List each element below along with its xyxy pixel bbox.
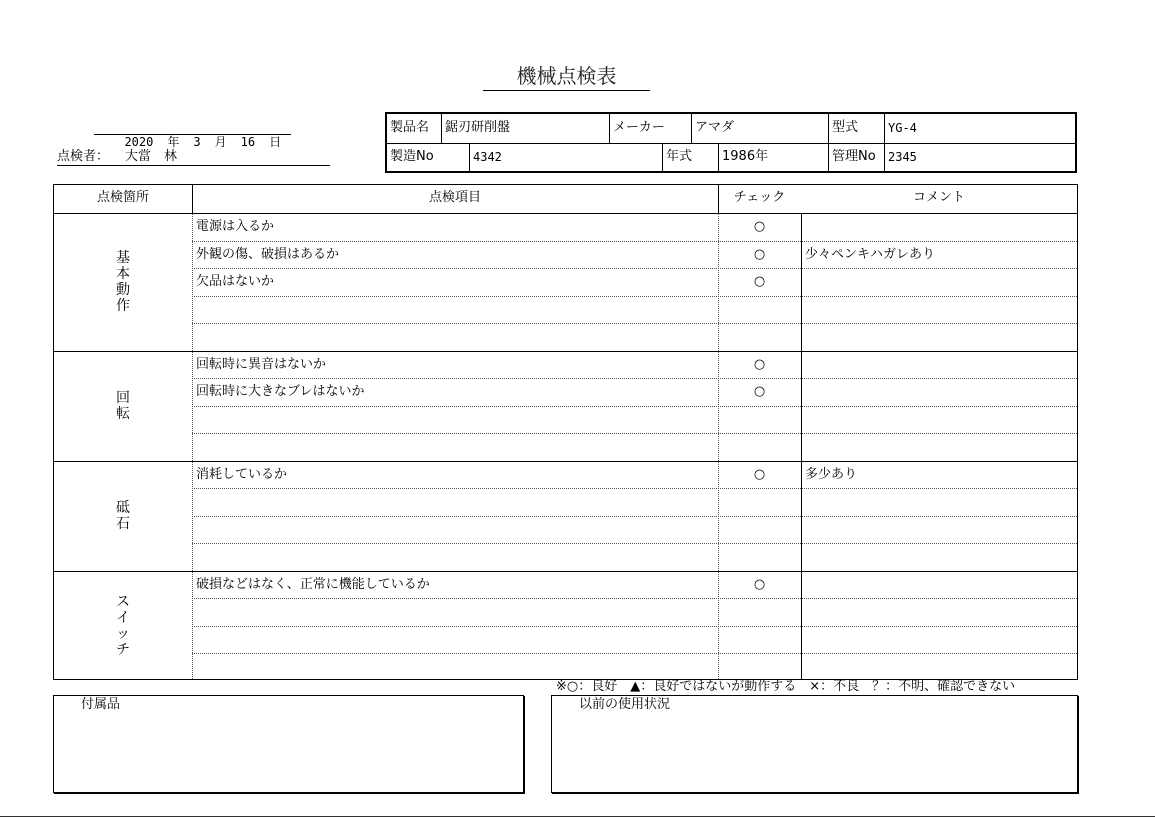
header-item: 点検項目 bbox=[428, 190, 481, 205]
inspection-item: 回転時に異音はないか bbox=[196, 356, 327, 372]
serial-value: 4342 bbox=[473, 150, 502, 164]
previous-usage-box[interactable] bbox=[551, 695, 1078, 793]
mgmt-value: 2345 bbox=[888, 150, 917, 164]
year-label: 年式 bbox=[666, 149, 693, 164]
inspection-item: 破損などはなく、正常に機能しているか bbox=[196, 576, 430, 592]
row-divider bbox=[192, 626, 1077, 627]
check-cell[interactable] bbox=[718, 516, 801, 543]
model-label: 型式 bbox=[832, 120, 859, 135]
accessories-label: 付属品 bbox=[81, 697, 121, 712]
maker-label: メーカー bbox=[613, 120, 665, 135]
row-divider bbox=[192, 296, 1077, 297]
check-cell[interactable] bbox=[718, 653, 801, 680]
check-cell[interactable] bbox=[718, 323, 801, 350]
product-name-value: 鋸刃研削盤 bbox=[445, 120, 511, 135]
check-cell[interactable]: ○ bbox=[753, 246, 766, 262]
check-cell[interactable] bbox=[718, 543, 801, 570]
comment-cell[interactable]: 少々ペンキハガレあり bbox=[805, 246, 936, 262]
check-cell[interactable]: ○ bbox=[753, 576, 766, 592]
check-cell[interactable]: ○ bbox=[753, 384, 766, 399]
section-label bbox=[54, 351, 192, 461]
check-cell[interactable] bbox=[718, 598, 801, 625]
section-label-text: 基本動作 bbox=[116, 249, 130, 314]
date-year-unit: 年 bbox=[167, 135, 180, 149]
accessories-box[interactable] bbox=[53, 695, 524, 793]
inspector-name: 大當 林 bbox=[125, 149, 178, 164]
page-title: 機械点検表 bbox=[483, 62, 650, 91]
row-divider bbox=[192, 598, 1077, 599]
inspection-date bbox=[94, 118, 291, 149]
header-check: チェック bbox=[733, 190, 786, 205]
inspection-item: 外観の傷、破損はあるか bbox=[196, 246, 340, 262]
year-value: 1986年 bbox=[722, 149, 769, 164]
machine-info-box bbox=[385, 112, 1077, 173]
previous-usage-label: 以前の使用状況 bbox=[579, 697, 671, 712]
inspector-field bbox=[57, 148, 330, 166]
check-cell[interactable]: ○ bbox=[753, 274, 766, 289]
row-divider bbox=[192, 268, 1077, 269]
section-label-text: スイッチ bbox=[116, 593, 130, 658]
product-name-label: 製品名 bbox=[390, 120, 430, 135]
check-cell[interactable]: ○ bbox=[753, 219, 766, 234]
section-label bbox=[54, 213, 192, 351]
inspector-label: 点検者： bbox=[57, 149, 110, 164]
row-divider bbox=[192, 488, 1077, 489]
check-cell[interactable] bbox=[718, 626, 801, 653]
mgmt-label: 管理No bbox=[832, 149, 876, 164]
check-cell[interactable]: ○ bbox=[753, 466, 766, 482]
date-month: 3 bbox=[193, 135, 201, 149]
header-comment: コメント bbox=[912, 190, 965, 205]
check-cell[interactable] bbox=[718, 406, 801, 433]
row-divider bbox=[192, 433, 1077, 434]
date-day-unit: 日 bbox=[269, 135, 282, 149]
page-bottom-rule bbox=[0, 816, 1155, 817]
check-cell[interactable] bbox=[718, 488, 801, 515]
inspection-item: 電源は入るか bbox=[196, 219, 275, 234]
inspection-item: 回転時に大きなブレはないか bbox=[196, 384, 365, 399]
check-cell[interactable] bbox=[718, 433, 801, 460]
inspection-table bbox=[53, 184, 1078, 680]
comment-cell[interactable]: 多少あり bbox=[805, 466, 858, 482]
inspection-item: 消耗しているか bbox=[196, 466, 288, 482]
row-divider bbox=[192, 323, 1077, 324]
date-day: 16 bbox=[240, 135, 256, 149]
section-label bbox=[54, 571, 192, 681]
model-value: YG-4 bbox=[888, 121, 917, 135]
date-month-unit: 月 bbox=[214, 135, 227, 149]
date-year: 2020 bbox=[124, 135, 154, 149]
inspection-item: 欠品はないか bbox=[196, 274, 275, 289]
row-divider bbox=[192, 516, 1077, 517]
check-cell[interactable]: ○ bbox=[753, 356, 766, 372]
section-label bbox=[54, 461, 192, 571]
legend-note: ※○：良好 ▲：良好ではないが動作する ×：不良 ？：不明、確認できない bbox=[556, 679, 1016, 694]
row-divider bbox=[192, 653, 1077, 654]
serial-label: 製造No bbox=[390, 149, 434, 164]
row-divider bbox=[192, 543, 1077, 544]
check-cell[interactable] bbox=[718, 296, 801, 323]
row-divider bbox=[192, 406, 1077, 407]
maker-value: アマダ bbox=[695, 120, 735, 135]
section-label-text: 回転 bbox=[116, 389, 130, 422]
section-label-text: 砥石 bbox=[116, 499, 130, 532]
header-location: 点検箇所 bbox=[96, 190, 149, 205]
